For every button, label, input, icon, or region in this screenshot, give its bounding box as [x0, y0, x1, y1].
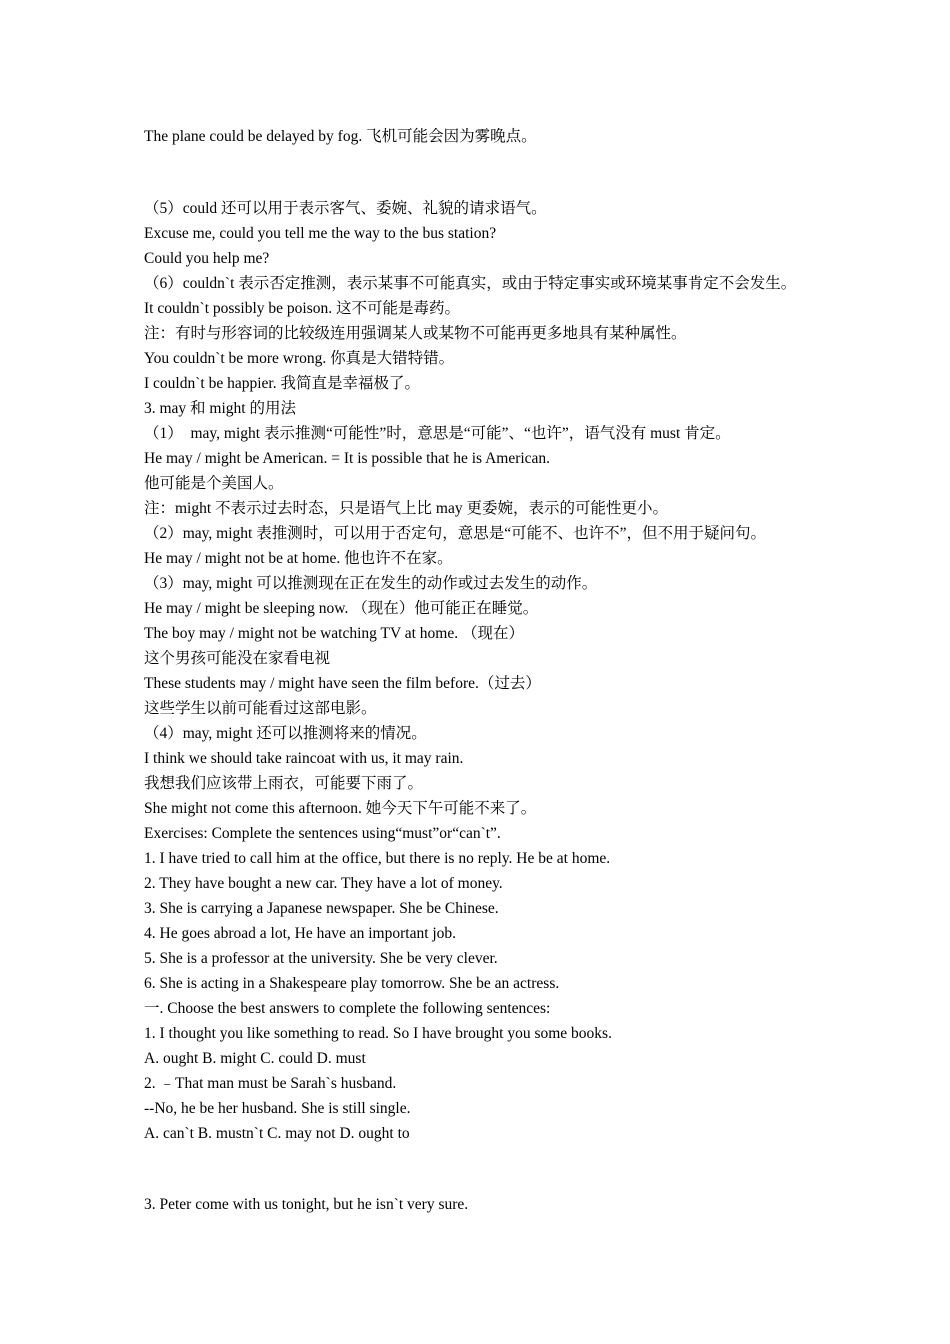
exercise-heading: Exercises: Complete the sentences using“must”or“can`t”.: [144, 825, 501, 842]
text-line: The boy may / might not be watching TV at home. （现在）: [144, 625, 524, 642]
text-line: 他可能是个美国人。: [144, 475, 284, 492]
text-line: These students may / might have seen the film before.（过去）: [144, 675, 541, 692]
text-line: 注：might 不表示过去时态，只是语气上比 may 更委婉，表示的可能性更小。: [144, 500, 668, 517]
exercise-heading: 一. Choose the best answers to complete the following sentences:: [144, 1000, 551, 1017]
question-item: 2. ﹣That man must be Sarah`s husband.: [144, 1075, 397, 1092]
text-line: （6）couldn`t 表示否定推测，表示某事不可能真实，或由于特定事实或环境某事肯定不会发生。: [144, 275, 797, 292]
text-line: You couldn`t be more wrong. 你真是大错特错。: [144, 350, 455, 367]
text-line: He may / might not be at home. 他也许不在家。: [144, 550, 453, 567]
text-line: He may / might be sleeping now. （现在）他可能正在睡觉。: [144, 600, 539, 617]
text-line: It couldn`t possibly be poison. 这不可能是毒药。: [144, 300, 461, 317]
text-line: 这些学生以前可能看过这部电影。: [144, 700, 377, 717]
section-heading: 3. may 和 might 的用法: [144, 400, 296, 417]
text-line: He may / might be American. = It is possible that he is American.: [144, 450, 551, 467]
exercise-item: 2. They have bought a new car. They have a lot of money.: [144, 875, 503, 892]
exercise-item: 1. I have tried to call him at the office, but there is no reply. He be at home.: [144, 850, 611, 867]
text-line: （3）may, might 可以推测现在正在发生的动作或过去发生的动作。: [144, 575, 598, 592]
text-line: She might not come this afternoon. 她今天下午可能不来了。: [144, 800, 537, 817]
text-line: （1） may, might 表示推测“可能性”时，意思是“可能”、“也许”，语气没有 must 肯定。: [144, 425, 731, 442]
text-line: I couldn`t be happier. 我简直是幸福极了。: [144, 375, 420, 392]
text-line: Could you help me?: [144, 250, 270, 267]
question-item: --No, he be her husband. She is still single.: [144, 1100, 411, 1117]
question-item: 1. I thought you like something to read. So I have brought you some books.: [144, 1025, 612, 1042]
text-line: Excuse me, could you tell me the way to the bus station?: [144, 225, 497, 242]
text-line: I think we should take raincoat with us, it may rain.: [144, 750, 464, 767]
answer-options: A. can`t B. mustn`t C. may not D. ought to: [144, 1125, 410, 1142]
text-line: 我想我们应该带上雨衣，可能要下雨了。: [144, 775, 424, 792]
text-line: （4）may, might 还可以推测将来的情况。: [144, 725, 427, 742]
text-line: （5）could 还可以用于表示客气、委婉、礼貌的请求语气。: [144, 200, 547, 217]
text-line: （2）may, might 表推测时，可以用于否定句，意思是“可能不、也许不”，但不用于疑问句。: [144, 525, 766, 542]
question-item: 3. Peter come with us tonight, but he isn`t very sure.: [144, 1196, 469, 1213]
exercise-item: 6. She is acting in a Shakespeare play tomorrow. She be an actress.: [144, 975, 560, 992]
text-line: 这个男孩可能没在家看电视: [144, 650, 331, 667]
text-line: 注：有时与形容词的比较级连用强调某人或某物不可能再更多地具有某种属性。: [144, 325, 687, 342]
text-line: The plane could be delayed by fog. 飞机可能会因为雾晚点。: [144, 128, 537, 145]
exercise-item: 4. He goes abroad a lot, He have an important job.: [144, 925, 457, 942]
answer-options: A. ought B. might C. could D. must: [144, 1050, 366, 1067]
exercise-item: 5. She is a professor at the university. She be very clever.: [144, 950, 498, 967]
exercise-item: 3. She is carrying a Japanese newspaper. She be Chinese.: [144, 900, 499, 917]
